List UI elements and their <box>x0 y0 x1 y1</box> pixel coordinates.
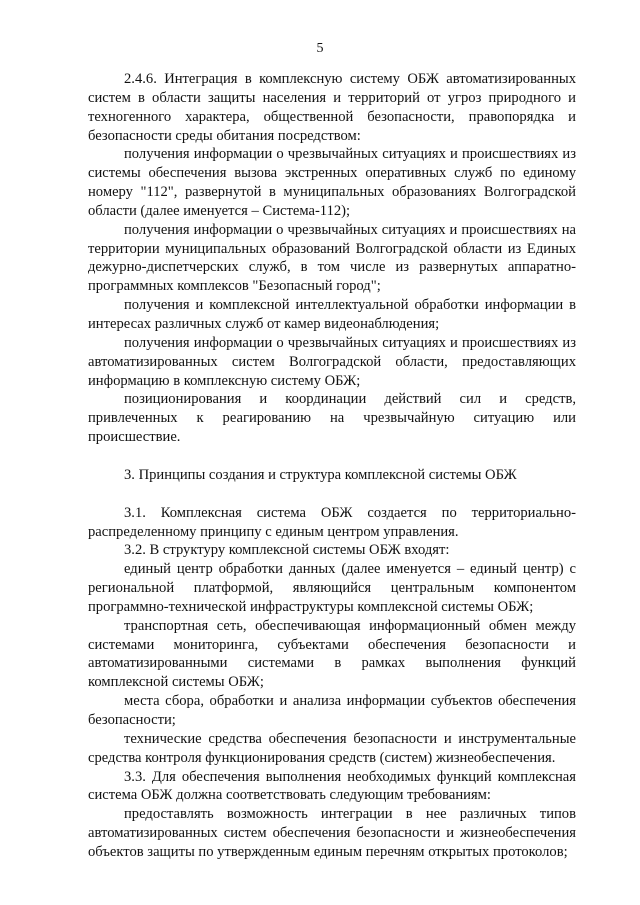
paragraph-2-4-6-intro: 2.4.6. Интеграция в комплексную систему ОБЖ автоматизированных систем в области защиты населения и территорий от угроз природного и техногенного характера, общественной безопасности, правопорядка и безопасности среды обитания посредством: <box>88 71 576 144</box>
list-item: получения информации о чрезвычайных ситуациях и происшествиях на территории муниципальных образований Волгоградской области из Единых дежурно-диспетчерских служб, в том числе из развернутых аппаратно-программных комплексов "Безопасный город"; <box>88 221 576 295</box>
list-item: получения информации о чрезвычайных ситуациях и происшествиях из автоматизированных систем Волгоградской области, предоставляющих информацию в комплексную систему ОБЖ; <box>88 334 576 389</box>
section-3-heading: 3. Принципы создания и структура комплексной системы ОБЖ <box>124 466 517 483</box>
list-item: позиционирования и координации действий сил и средств, привлеченных к реагированию на чрезвычайную ситуацию или происшествие. <box>88 391 576 446</box>
list-item: единый центр обработки данных (далее именуется – единый центр) с региональной платформой, являющийся центральным компонентом программно-технической инфраструктуры комплексной системы ОБЖ; <box>88 561 576 615</box>
paragraph-3-2-intro: 3.2. В структуру комплексной системы ОБЖ входят: <box>124 542 450 559</box>
list-item: технические средства обеспечения безопасности и инструментальные средства контроля функционирования средств (систем) жизнеобеспечения. <box>88 730 576 766</box>
list-item: получения информации о чрезвычайных ситуациях и происшествиях из системы обеспечения вызова экстренных оперативных служб по единому номеру "112", развернутой в муниципальных образованиях Волгоградской области (далее именуется – Система-112); <box>88 146 576 219</box>
list-item: места сбора, обработки и анализа информации субъектов обеспечения безопасности; <box>88 693 576 728</box>
paragraph-3-1: 3.1. Комплексная система ОБЖ создается по территориально-распределенному принципу с единым центром управления. <box>88 504 576 540</box>
page-number: 5 <box>316 41 324 56</box>
document-body <box>88 70 576 862</box>
list-item: получения и комплексной интеллектуальной обработки информации в интересах различных служб от камер видеонаблюдения; <box>88 297 576 332</box>
list-item: предоставлять возможность интеграции в нее различных типов автоматизированных систем обеспечения безопасности и жизнеобеспечения объектов защиты по утвержденным единым перечням открытых протоколов; <box>88 806 576 860</box>
list-item: транспортная сеть, обеспечивающая информационный обмен между системами мониторинга, субъектами обеспечения безопасности и автоматизированными системами в рамках выполнения функций комплексной системы ОБЖ; <box>88 617 576 691</box>
paragraph-3-3-intro: 3.3. Для обеспечения выполнения необходимых функций комплексная система ОБЖ должна соответствовать следующим требованиям: <box>88 768 576 804</box>
